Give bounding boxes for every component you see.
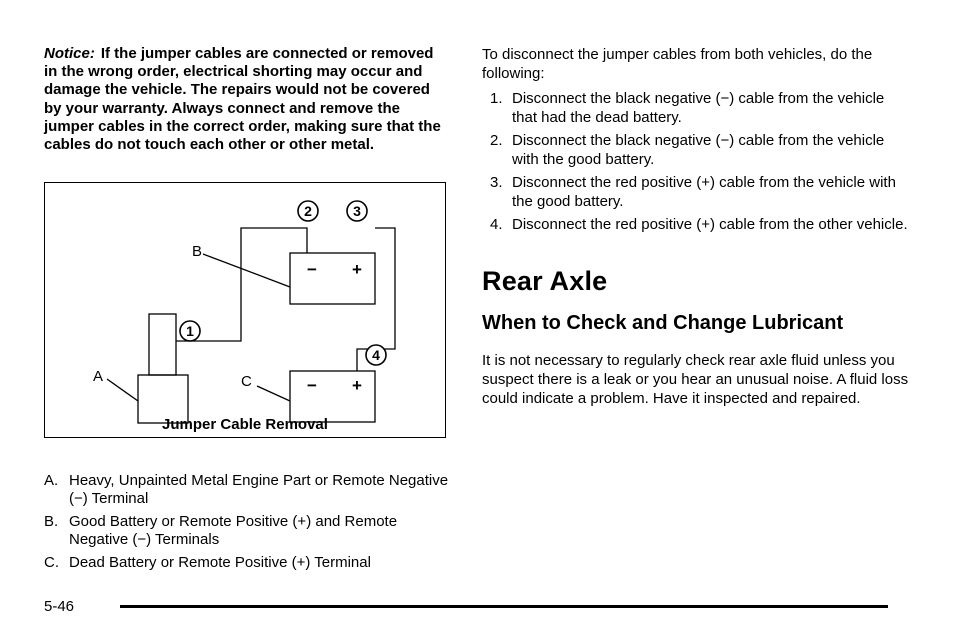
step-number: 4.: [490, 216, 503, 233]
legend-text: Heavy, Unpainted Metal Engine Part or Remote Negative (−) Terminal: [69, 472, 449, 507]
label-b-leader: [203, 254, 290, 287]
step-item: [490, 215, 910, 234]
callout-4-text: 4: [372, 347, 380, 363]
callout-2: [298, 201, 318, 221]
notice-paragraph: [44, 45, 448, 154]
step-text: Disconnect the black negative (−) cable from the vehicle that had the dead battery.: [512, 90, 885, 126]
legend-key: C.: [44, 554, 59, 571]
step-number: 1.: [490, 90, 503, 107]
dead-battery-minus: −: [307, 376, 317, 395]
footer-rule: [120, 605, 888, 608]
step-text: Disconnect the red positive (+) cable from the other vehicle.: [512, 216, 908, 233]
step-item: [490, 89, 910, 127]
label-c-leader: [257, 386, 290, 401]
section-subtitle: When to Check and Change Lubricant: [482, 312, 844, 334]
label-a: A: [93, 368, 104, 385]
legend-key: B.: [44, 513, 59, 530]
label-a-leader: [107, 379, 138, 401]
callout-4: [366, 345, 386, 365]
dead-battery-plus: +: [352, 376, 362, 395]
jumper-cable-diagram: [45, 183, 447, 439]
good-battery: [290, 253, 375, 304]
callout-1: [180, 321, 200, 341]
figure-caption: Jumper Cable Removal: [162, 416, 328, 433]
disconnect-intro: To disconnect the jumper cables from both vehicles, do the following:: [482, 46, 873, 82]
page-number: 5-46: [44, 598, 75, 615]
notice-text: If the jumper cables are connected or removed in the wrong order, electrical shorting may occur and damage the vehicle. The repairs would not be covered by your warranty. Always connect and remove the jumper cables in the correct order, making sure that the cables do not touch each other or other metal.: [44, 45, 441, 154]
legend-item: [44, 472, 454, 508]
notice-label: Notice:: [44, 45, 95, 62]
step-item: [490, 173, 910, 211]
section-title: Rear Axle: [482, 266, 608, 296]
step-text: Disconnect the black negative (−) cable from the vehicle with the good battery.: [512, 132, 885, 168]
good-battery-minus: −: [307, 260, 317, 279]
label-b: B: [192, 243, 203, 260]
dead-battery: [290, 371, 375, 422]
section-body: It is not necessary to regularly check rear axle fluid unless you suspect there is a leak or you hear an unusual noise. A fluid loss could indicate a problem. Have it inspected and repaired.: [482, 352, 909, 407]
jumper-cable-figure: [44, 182, 446, 438]
callout-2-text: 2: [304, 203, 312, 219]
step-number: 3.: [490, 174, 503, 191]
step-number: 2.: [490, 132, 503, 149]
legend-text: Dead Battery or Remote Positive (+) Terminal: [69, 554, 371, 571]
figure-legend: [44, 472, 454, 577]
legend-item: [44, 554, 454, 572]
label-c: C: [241, 373, 252, 390]
disconnect-steps: [490, 89, 910, 238]
step-text: Disconnect the red positive (+) cable from the vehicle with the good battery.: [512, 174, 896, 210]
legend-key: A.: [44, 472, 59, 489]
good-battery-plus: +: [352, 260, 362, 279]
callout-3-text: 3: [353, 203, 361, 219]
step-item: [490, 131, 910, 169]
callout-1-text: 1: [186, 323, 194, 339]
callout-3: [347, 201, 367, 221]
legend-text: Good Battery or Remote Positive (+) and Remote Negative (−) Terminals: [69, 513, 398, 548]
engine-clamp: [149, 314, 176, 375]
legend-item: [44, 513, 454, 549]
